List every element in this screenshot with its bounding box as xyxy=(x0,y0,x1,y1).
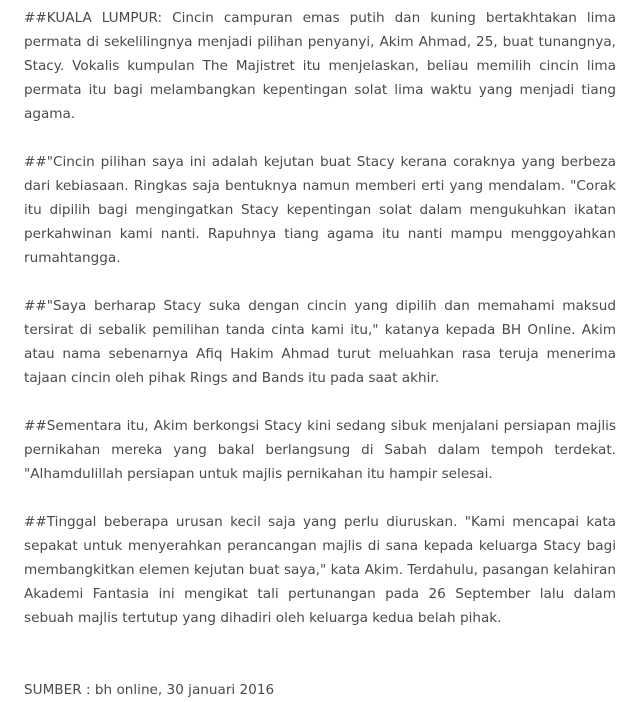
paragraph-cincin-pilihan: ##"Cincin pilihan saya ini adalah kejutan buat Stacy kerana coraknya yang berbeza dari kebiasaan. Ringkas saja bentuknya namun memberi erti yang mendalam. "Corak itu dipilih bagi mengingatkan Stacy kepentingan solat dalam mengukuhkan ikatan perkahwinan kami nanti. Rapuhnya tiang agama itu nanti mampu menggoyahkan rumahtangga. xyxy=(24,154,616,266)
paragraph-kuala-lumpur: ##KUALA LUMPUR: Cincin campuran emas putih dan kuning bertakhtakan lima permata di sekelilingnya menjadi pilihan penyanyi, Akim Ahmad, 25, buat tunangnya, Stacy. Vokalis kumpulan The Majistret itu menjelaskan, beliau memilih cincin lima permata itu bagi melambangkan kepentingan solat lima waktu yang menjadi tiang agama. xyxy=(24,10,616,122)
paragraph-tinggal-beberapa: ##Tinggal beberapa urusan kecil saja yang perlu diuruskan. "Kami mencapai kata sepakat untuk menyerahkan perancangan majlis di sana kepada keluarga Stacy bagi membangkitkan elemen kejutan buat saya," kata Akim. Terdahulu, pasangan kelahiran Akademi Fantasia ini mengikat tali pertunangan pada 26 September lalu dalam sebuah majlis tertutup yang dihadiri oleh keluarga kedua belah pihak. xyxy=(24,514,616,626)
article-body xyxy=(24,6,616,702)
paragraph-sementara-itu: ##Sementara itu, Akim berkongsi Stacy kini sedang sibuk menjalani persiapan majlis pernikahan mereka yang bakal berlangsung di Sabah dalam tempoh terdekat. "Alhamdulillah persiapan untuk majlis pernikahan itu hampir selesai. xyxy=(24,418,616,482)
paragraph-saya-berharap: ##"Saya berharap Stacy suka dengan cincin yang dipilih dan memahami maksud tersirat di sebalik pemilihan tanda cinta kami itu," katanya kepada BH Online. Akim atau nama sebenarnya Afiq Hakim Ahmad turut meluahkan rasa teruja menerima tajaan cincin oleh pihak Rings and Bands itu pada saat akhir. xyxy=(24,298,616,386)
source-credit: SUMBER : bh online, 30 januari 2016 xyxy=(24,682,275,698)
